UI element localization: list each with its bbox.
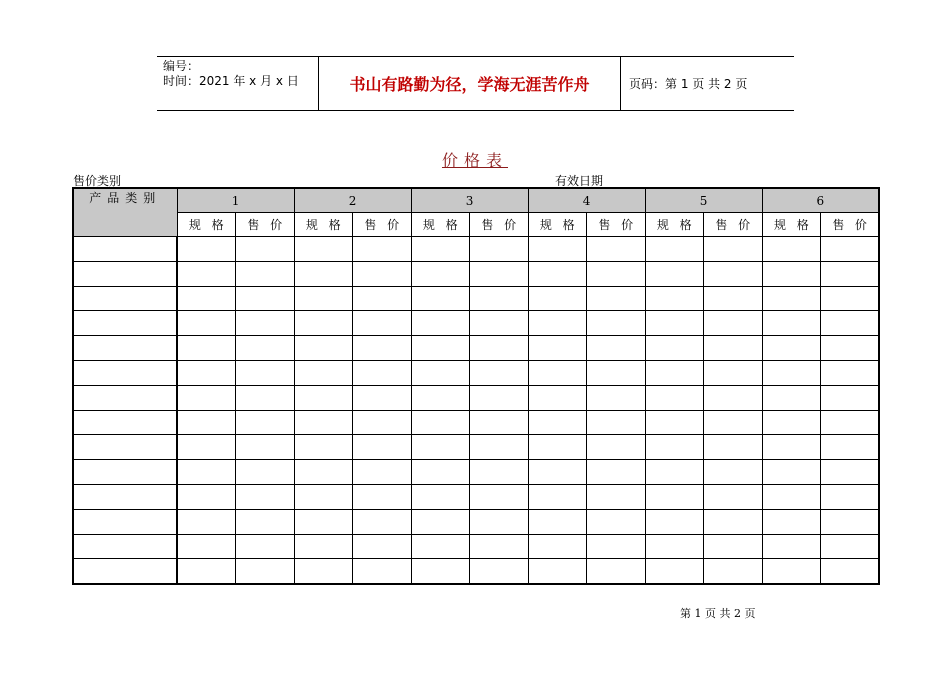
price-cell[interactable] xyxy=(704,435,763,460)
price-cell[interactable] xyxy=(587,509,646,534)
spec-char: 规 xyxy=(773,218,786,232)
price-cell[interactable] xyxy=(470,460,529,485)
price-cell[interactable] xyxy=(704,385,763,410)
spec-cell[interactable] xyxy=(177,261,236,286)
product-cell[interactable] xyxy=(73,336,177,361)
price-cell[interactable] xyxy=(470,410,529,435)
price-cell[interactable] xyxy=(353,509,412,534)
price-cell[interactable] xyxy=(236,360,295,385)
table-body xyxy=(73,237,879,585)
price-header xyxy=(236,213,295,237)
spec-cell[interactable] xyxy=(528,336,587,361)
product-cell[interactable] xyxy=(73,559,177,584)
price-cell[interactable] xyxy=(236,509,295,534)
price-cell[interactable] xyxy=(587,237,646,262)
time-label: 时间：2021 年 x 月 x 日 xyxy=(163,74,299,88)
product-cell[interactable] xyxy=(73,286,177,311)
product-cell[interactable] xyxy=(73,385,177,410)
price-cell[interactable] xyxy=(821,410,880,435)
spec-header xyxy=(762,213,821,237)
spec-cell[interactable] xyxy=(177,385,236,410)
product-category-header: 产品类别 xyxy=(73,188,177,237)
price-cell[interactable] xyxy=(821,360,880,385)
number-label: 编号： xyxy=(163,59,200,73)
price-cell[interactable] xyxy=(470,385,529,410)
price-cell[interactable] xyxy=(704,286,763,311)
spec-cell[interactable] xyxy=(177,311,236,336)
price-cell[interactable] xyxy=(587,336,646,361)
spec-cell[interactable] xyxy=(528,460,587,485)
table-row xyxy=(73,435,879,460)
price-cell[interactable] xyxy=(821,484,880,509)
spec-cell[interactable] xyxy=(528,484,587,509)
price-cell[interactable] xyxy=(821,336,880,361)
price-cell[interactable] xyxy=(353,237,412,262)
price-cell[interactable] xyxy=(587,286,646,311)
product-cell[interactable] xyxy=(73,509,177,534)
spec-header xyxy=(177,213,236,237)
price-cell[interactable] xyxy=(821,435,880,460)
spec-cell[interactable] xyxy=(645,286,704,311)
price-cell[interactable] xyxy=(587,311,646,336)
price-header xyxy=(353,213,412,237)
spec-cell[interactable] xyxy=(645,261,704,286)
price-char: 售 xyxy=(598,218,611,232)
table-row xyxy=(73,360,879,385)
table-row xyxy=(73,460,879,485)
spec-cell[interactable] xyxy=(177,534,236,559)
price-cell[interactable] xyxy=(587,534,646,559)
spec-cell[interactable] xyxy=(528,509,587,534)
spec-cell[interactable] xyxy=(177,559,236,584)
spec-char: 规 xyxy=(305,218,318,232)
table-row xyxy=(73,311,879,336)
price-cell[interactable] xyxy=(587,360,646,385)
effective-date-label: 有效日期 xyxy=(555,174,604,188)
price-cell[interactable] xyxy=(704,237,763,262)
spec-cell[interactable] xyxy=(411,385,470,410)
spec-cell[interactable] xyxy=(645,410,704,435)
price-cell[interactable] xyxy=(236,286,295,311)
group-header-4: 4 xyxy=(528,188,645,213)
table-row xyxy=(73,484,879,509)
table-group-header xyxy=(73,188,879,213)
spec-cell[interactable] xyxy=(645,509,704,534)
price-cell[interactable] xyxy=(353,559,412,584)
spec-cell[interactable] xyxy=(528,435,587,460)
group-header-5: 5 xyxy=(645,188,762,213)
spec-cell[interactable] xyxy=(762,336,821,361)
spec-cell[interactable] xyxy=(177,509,236,534)
price-cell[interactable] xyxy=(353,534,412,559)
price-header xyxy=(821,213,880,237)
spec-cell[interactable] xyxy=(645,460,704,485)
spec-cell[interactable] xyxy=(762,360,821,385)
spec-char: 格 xyxy=(796,218,809,232)
price-cell[interactable] xyxy=(353,261,412,286)
price-cell[interactable] xyxy=(470,261,529,286)
price-char: 售 xyxy=(832,218,845,232)
price-cell[interactable] xyxy=(704,509,763,534)
product-cell[interactable] xyxy=(73,435,177,460)
price-char: 售 xyxy=(481,218,494,232)
price-cell[interactable] xyxy=(236,336,295,361)
spec-cell[interactable] xyxy=(762,410,821,435)
price-cell[interactable] xyxy=(470,435,529,460)
group-header-3: 3 xyxy=(411,188,528,213)
table-row xyxy=(73,509,879,534)
group-header-2: 2 xyxy=(294,188,411,213)
spec-char: 规 xyxy=(188,218,201,232)
spec-header xyxy=(411,213,470,237)
table-sub-header xyxy=(73,213,879,237)
price-cell[interactable] xyxy=(353,385,412,410)
product-cell[interactable] xyxy=(73,237,177,262)
price-cell[interactable] xyxy=(470,336,529,361)
page-footer: 第 1 页 共 2 页 xyxy=(680,607,756,620)
product-cell[interactable] xyxy=(73,410,177,435)
spec-char: 规 xyxy=(539,218,552,232)
spec-cell[interactable] xyxy=(528,311,587,336)
price-cell[interactable] xyxy=(704,336,763,361)
spec-header xyxy=(645,213,704,237)
spec-cell[interactable] xyxy=(411,336,470,361)
product-cell[interactable] xyxy=(73,360,177,385)
spec-cell[interactable] xyxy=(645,360,704,385)
product-cell[interactable] xyxy=(73,261,177,286)
spec-cell[interactable] xyxy=(762,559,821,584)
spec-cell[interactable] xyxy=(411,534,470,559)
spec-cell[interactable] xyxy=(762,435,821,460)
price-cell[interactable] xyxy=(236,385,295,410)
price-char: 售 xyxy=(364,218,377,232)
spec-cell[interactable] xyxy=(177,360,236,385)
price-cell[interactable] xyxy=(470,360,529,385)
document-header xyxy=(157,56,794,111)
table-row xyxy=(73,534,879,559)
price-cell[interactable] xyxy=(353,484,412,509)
spec-cell[interactable] xyxy=(645,385,704,410)
spec-cell[interactable] xyxy=(762,385,821,410)
spec-cell[interactable] xyxy=(645,237,704,262)
spec-cell[interactable] xyxy=(762,460,821,485)
price-cell[interactable] xyxy=(353,336,412,361)
price-cell[interactable] xyxy=(704,559,763,584)
price-cell[interactable] xyxy=(353,311,412,336)
spec-cell[interactable] xyxy=(762,534,821,559)
product-cell[interactable] xyxy=(73,484,177,509)
spec-cell[interactable] xyxy=(411,261,470,286)
price-cell[interactable] xyxy=(821,509,880,534)
price-table xyxy=(72,187,880,585)
price-char: 售 xyxy=(247,218,260,232)
price-cell[interactable] xyxy=(704,460,763,485)
spec-cell[interactable] xyxy=(645,534,704,559)
table-row xyxy=(73,385,879,410)
spec-cell[interactable] xyxy=(762,237,821,262)
price-cell[interactable] xyxy=(470,509,529,534)
price-cell[interactable] xyxy=(236,484,295,509)
price-cell[interactable] xyxy=(704,261,763,286)
spec-cell[interactable] xyxy=(177,286,236,311)
spec-cell[interactable] xyxy=(411,460,470,485)
price-header xyxy=(470,213,529,237)
spec-cell[interactable] xyxy=(177,410,236,435)
spec-cell[interactable] xyxy=(528,237,587,262)
spec-cell[interactable] xyxy=(528,559,587,584)
spec-char: 格 xyxy=(562,218,575,232)
spec-cell[interactable] xyxy=(411,410,470,435)
spec-cell[interactable] xyxy=(411,484,470,509)
table-row xyxy=(73,261,879,286)
spec-cell[interactable] xyxy=(645,559,704,584)
spec-cell[interactable] xyxy=(177,336,236,361)
price-char: 价 xyxy=(270,218,283,232)
spec-cell[interactable] xyxy=(411,311,470,336)
spec-cell[interactable] xyxy=(294,311,353,336)
spec-cell[interactable] xyxy=(294,484,353,509)
spec-cell[interactable] xyxy=(411,360,470,385)
page-info: 页码：第 1 页 共 2 页 xyxy=(629,77,748,91)
spec-cell[interactable] xyxy=(528,261,587,286)
spec-cell[interactable] xyxy=(528,534,587,559)
table-row xyxy=(73,336,879,361)
spec-char: 格 xyxy=(328,218,341,232)
price-char: 价 xyxy=(387,218,400,232)
spec-cell[interactable] xyxy=(294,509,353,534)
price-cell[interactable] xyxy=(704,484,763,509)
spec-cell[interactable] xyxy=(528,385,587,410)
price-cell[interactable] xyxy=(587,410,646,435)
motto: 书山有路勤为径，学海无涯苦作舟 xyxy=(319,57,621,110)
price-cell[interactable] xyxy=(821,559,880,584)
price-cell[interactable] xyxy=(587,460,646,485)
spec-cell[interactable] xyxy=(411,559,470,584)
spec-cell[interactable] xyxy=(762,509,821,534)
group-header-6: 6 xyxy=(762,188,879,213)
spec-cell[interactable] xyxy=(762,311,821,336)
spec-cell[interactable] xyxy=(177,484,236,509)
price-cell[interactable] xyxy=(470,286,529,311)
price-cell[interactable] xyxy=(470,484,529,509)
group-header-1: 1 xyxy=(177,188,294,213)
spec-char: 格 xyxy=(679,218,692,232)
price-cell[interactable] xyxy=(704,410,763,435)
spec-cell[interactable] xyxy=(294,385,353,410)
spec-cell[interactable] xyxy=(645,435,704,460)
header-meta xyxy=(157,57,319,110)
price-cell[interactable] xyxy=(821,311,880,336)
price-cell[interactable] xyxy=(587,261,646,286)
spec-cell[interactable] xyxy=(294,360,353,385)
price-cell[interactable] xyxy=(470,559,529,584)
spec-cell[interactable] xyxy=(645,336,704,361)
spec-cell[interactable] xyxy=(645,484,704,509)
spec-char: 格 xyxy=(445,218,458,232)
product-cell[interactable] xyxy=(73,460,177,485)
price-cell[interactable] xyxy=(353,360,412,385)
spec-cell[interactable] xyxy=(762,261,821,286)
price-char: 价 xyxy=(854,218,867,232)
price-cell[interactable] xyxy=(236,311,295,336)
price-cell[interactable] xyxy=(821,534,880,559)
table-row xyxy=(73,559,879,584)
spec-cell[interactable] xyxy=(528,360,587,385)
price-cell[interactable] xyxy=(353,435,412,460)
page-title: 价格表 xyxy=(441,151,508,170)
spec-cell[interactable] xyxy=(294,261,353,286)
price-cell[interactable] xyxy=(353,410,412,435)
price-char: 价 xyxy=(621,218,634,232)
price-cell[interactable] xyxy=(236,534,295,559)
price-cell[interactable] xyxy=(236,237,295,262)
price-cell[interactable] xyxy=(470,534,529,559)
price-cell[interactable] xyxy=(236,410,295,435)
price-char: 价 xyxy=(504,218,517,232)
spec-cell[interactable] xyxy=(645,311,704,336)
spec-cell[interactable] xyxy=(762,286,821,311)
spec-cell[interactable] xyxy=(411,435,470,460)
spec-char: 规 xyxy=(422,218,435,232)
spec-header xyxy=(294,213,353,237)
spec-char: 格 xyxy=(211,218,224,232)
spec-cell[interactable] xyxy=(294,336,353,361)
spec-cell[interactable] xyxy=(411,509,470,534)
price-cell[interactable] xyxy=(236,435,295,460)
price-cell[interactable] xyxy=(587,385,646,410)
price-cell[interactable] xyxy=(236,559,295,584)
price-cell[interactable] xyxy=(821,261,880,286)
price-cell[interactable] xyxy=(470,237,529,262)
price-cell[interactable] xyxy=(821,385,880,410)
price-cell[interactable] xyxy=(821,286,880,311)
price-header xyxy=(587,213,646,237)
price-cell[interactable] xyxy=(704,311,763,336)
spec-header xyxy=(528,213,587,237)
price-cell[interactable] xyxy=(587,435,646,460)
spec-cell[interactable] xyxy=(294,534,353,559)
spec-cell[interactable] xyxy=(294,410,353,435)
spec-char: 规 xyxy=(656,218,669,232)
price-cell[interactable] xyxy=(470,311,529,336)
spec-cell[interactable] xyxy=(411,237,470,262)
price-char: 价 xyxy=(738,218,751,232)
spec-cell[interactable] xyxy=(294,460,353,485)
price-cell[interactable] xyxy=(236,460,295,485)
price-cell[interactable] xyxy=(704,360,763,385)
product-cell[interactable] xyxy=(73,534,177,559)
spec-cell[interactable] xyxy=(294,559,353,584)
price-cell[interactable] xyxy=(236,261,295,286)
price-header xyxy=(704,213,763,237)
spec-cell[interactable] xyxy=(177,435,236,460)
price-cell[interactable] xyxy=(353,286,412,311)
price-cell[interactable] xyxy=(821,460,880,485)
price-category-label: 售价类别 xyxy=(73,174,122,188)
price-cell[interactable] xyxy=(821,237,880,262)
spec-cell[interactable] xyxy=(294,237,353,262)
spec-cell[interactable] xyxy=(528,410,587,435)
table-row xyxy=(73,237,879,262)
price-char: 售 xyxy=(715,218,728,232)
spec-cell[interactable] xyxy=(411,286,470,311)
product-cell[interactable] xyxy=(73,311,177,336)
price-cell[interactable] xyxy=(704,534,763,559)
table-row xyxy=(73,410,879,435)
spec-cell[interactable] xyxy=(177,460,236,485)
price-cell[interactable] xyxy=(353,460,412,485)
spec-cell[interactable] xyxy=(177,237,236,262)
spec-cell[interactable] xyxy=(528,286,587,311)
price-cell[interactable] xyxy=(587,559,646,584)
spec-cell[interactable] xyxy=(294,286,353,311)
price-cell[interactable] xyxy=(587,484,646,509)
spec-cell[interactable] xyxy=(762,484,821,509)
spec-cell[interactable] xyxy=(294,435,353,460)
table-row xyxy=(73,286,879,311)
